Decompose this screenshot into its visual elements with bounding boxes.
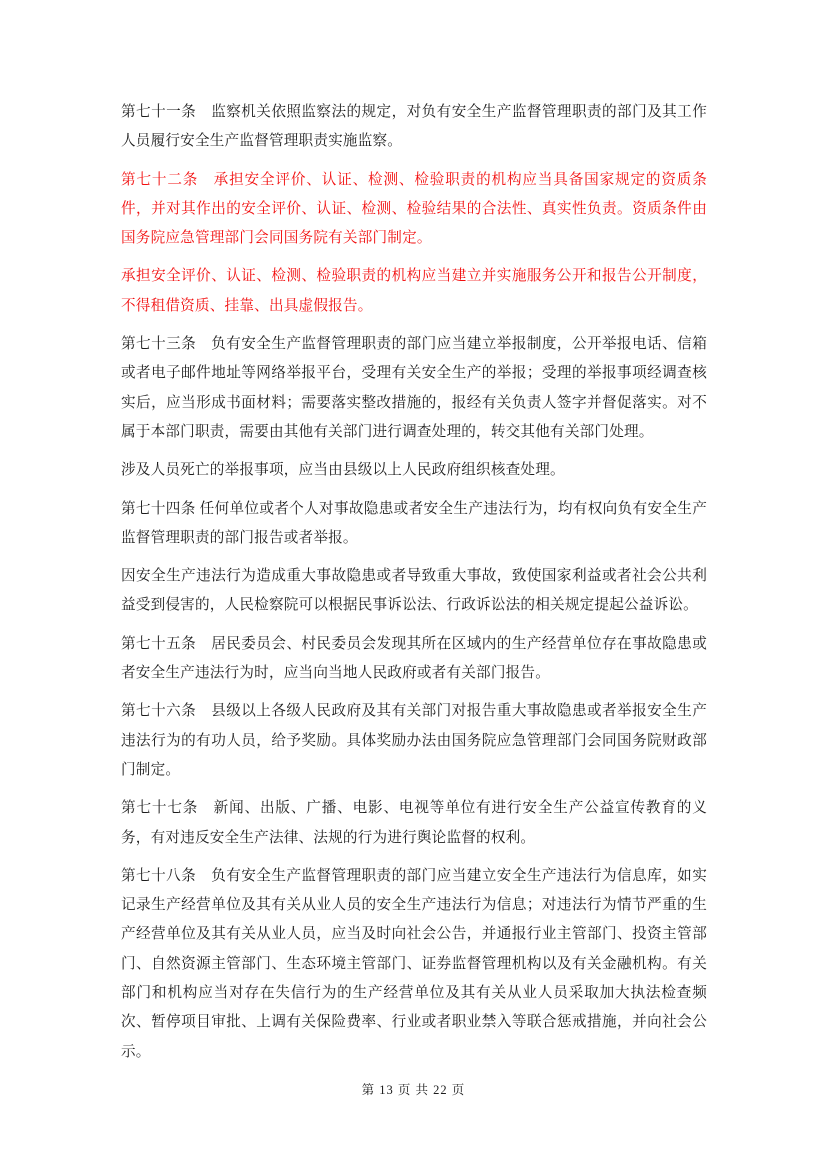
page-number-text: 第 13 页 共 22 页 <box>361 1083 466 1097</box>
paragraph: 第七十六条 县级以上各级人民政府及其有关部门对报告重大事故隐患或者举报安全生产违法行为的有功人员，给予奖励。具体奖励办法由国务院应急管理部门会同国务院财政部门制定。 <box>121 703 707 778</box>
paragraph: 第七十五条 居民委员会、村民委员会发现其所在区域内的生产经营单位存在事故隐患或者安全生产违法行为时，应当向当地人民政府或者有关部门报告。 <box>121 635 707 682</box>
page-footer <box>0 1081 827 1099</box>
paragraph: 因安全生产违法行为造成重大事故隐患或者导致重大事故，致使国家利益或者社会公共利益受到侵害的，人民检察院可以根据民事诉讼法、行政诉讼法的相关规定提起公益诉讼。 <box>121 568 707 614</box>
paragraph: 涉及人员死亡的举报事项，应当由县级以上人民政府组织核查处理。 <box>121 462 565 479</box>
paragraph: 第七十一条 监察机关依照监察法的规定，对负有安全生产监督管理职责的部门及其工作人员履行安全生产监督管理职责实施监察。 <box>121 104 707 150</box>
paragraph: 第七十四条 任何单位或者个人对事故隐患或者安全生产违法行为，均有权向负有安全生产监督管理职责的部门报告或者举报。 <box>121 500 707 546</box>
paragraph: 第七十二条 承担安全评价、认证、检测、检验职责的机构应当具备国家规定的资质条件，并对其作出的安全评价、认证、检测、检验结果的合法性、真实性负责。资质条件由国务院应急管理部门会同国务院有关部门制定。 <box>121 171 707 247</box>
paragraph: 承担安全评价、认证、检测、检验职责的机构应当建立并实施服务公开和报告公开制度，不得租借资质、挂靠、出具虚假报告。 <box>121 268 707 314</box>
paragraph: 第七十七条 新闻、出版、广播、电影、电视等单位有进行安全生产公益宣传教育的义务，有对违反安全生产法律、法规的行为进行舆论监督的权利。 <box>121 800 707 846</box>
paragraph: 第七十八条 负有安全生产监督管理职责的部门应当建立安全生产违法行为信息库，如实记录生产经营单位及其有关从业人员的安全生产违法行为信息；对违法行为情节严重的生产经营单位及其有关从业人员，应当及时向社会公告，并通报行业主管部门、投资主管部门、自然资源主管部门、生态环境主管部门、证券监督管理机构以及有关金融机构。有关部门和机构应当对存在失信行为的生产经营单位及其有关从业人员采取加大执法检查频次、暂停项目审批、上调有关保险费率、行业或者职业禁入等联合惩戒措施，并向社会公示。 <box>121 867 707 1060</box>
paragraph: 第七十三条 负有安全生产监督管理职责的部门应当建立举报制度，公开举报电话、信箱或者电子邮件地址等网络举报平台，受理有关安全生产的举报；受理的举报事项经调查核实后，应当形成书面材料；需要落实整改措施的，报经有关负责人签字并督促落实。对不属于本部门职责，需要由其他有关部门进行调查处理的，转交其他有关部门处理。 <box>121 336 707 440</box>
document-body <box>121 98 707 1067</box>
